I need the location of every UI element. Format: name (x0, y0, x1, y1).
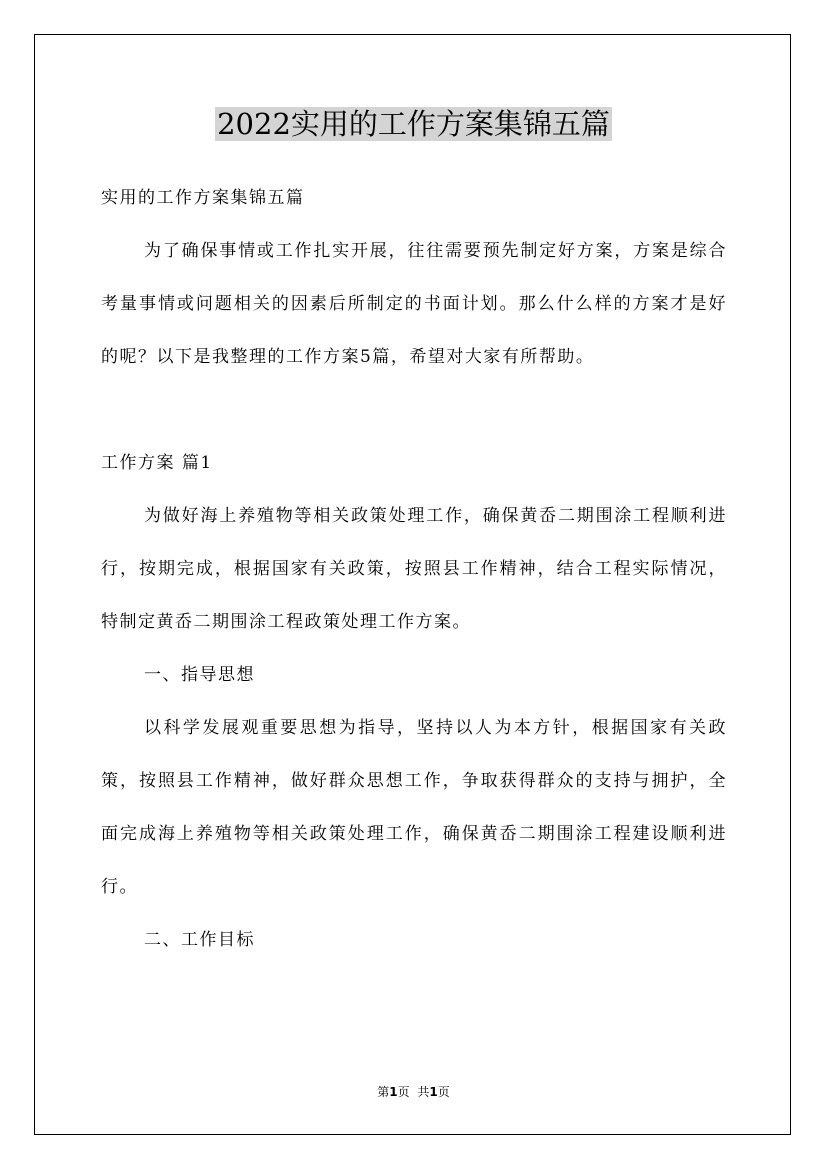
total-prefix: 共 (417, 1085, 430, 1099)
paragraph-2: 以科学发展观重要思想为指导，坚持以人为本方针，根据国家有关政策，按照县工作精神，做好群众思想工作，争取获得群众的支持与拥护，全面完成海上养殖物等相关政策处理工作，确保黄岙二期围涂工程建设顺利进行。 (101, 718, 727, 897)
page-footer (0, 1083, 827, 1100)
document-title: 2022实用的工作方案集锦五篇 (217, 107, 610, 141)
document-title-block (0, 104, 827, 144)
heading-guiding-thought: 一、指导思想 (144, 665, 255, 685)
total-suffix: 页 (437, 1085, 450, 1099)
paragraph-1: 为做好海上养殖物等相关政策处理工作，确保黄岙二期围涂工程顺利进行，按期完成，根据国家有关政策，按照县工作精神，结合工程实际情况，特制定黄岙二期围涂工程政策处理工作方案。 (101, 506, 727, 632)
page-suffix: 页 (397, 1085, 410, 1099)
intro-paragraph: 为了确保事情或工作扎实开展，往往需要预先制定好方案，方案是综合考量事情或问题相关的因素后所制定的书面计划。那么什么样的方案才是好的呢？以下是我整理的工作方案5篇，希望对大家有所帮助。 (101, 241, 727, 367)
section-heading: 工作方案 篇1 (101, 453, 213, 473)
page-number: 1 (389, 1085, 398, 1099)
spacer (101, 384, 727, 437)
document-body (101, 172, 727, 967)
heading-work-goal: 二、工作目标 (144, 930, 255, 950)
document-subtitle: 实用的工作方案集锦五篇 (101, 188, 305, 208)
total-pages: 1 (429, 1085, 438, 1099)
page-prefix: 第 (377, 1085, 390, 1099)
